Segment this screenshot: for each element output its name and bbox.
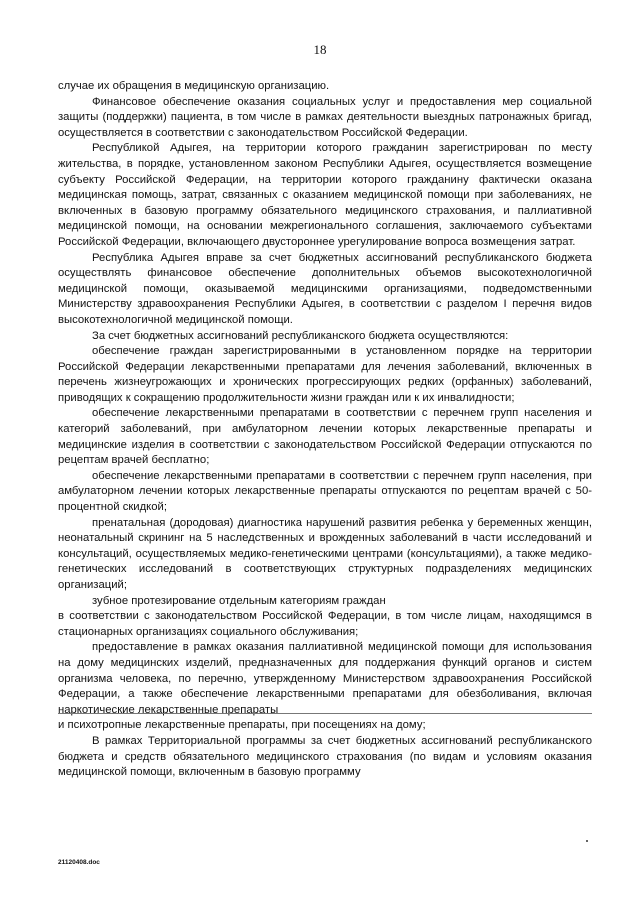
paragraph: случае их обращения в медицинскую организацию. xyxy=(58,80,330,92)
page-number: 18 xyxy=(313,42,327,57)
paragraph: пренатальная (дородовая) диагностика нарушений развития ребенка у беременных женщин, неонатальный скрининг на 5 наследственных и врожденных заболеваний в части исследований и консультаций, осуществляемых медико-генетическими центрами (консультациями), а также медико-генетических исследований в соответствующих структурных подразделениях медицинских организаций; xyxy=(58,516,592,591)
paragraph: обеспечение лекарственными препаратами в соответствии с перечнем групп населения и категорий заболеваний, при амбулаторном лечении которых лекарственные препараты и медицинские изделия в соответствии с законодательством Российской Федерации отпускаются по рецептам врачей бесплатно; xyxy=(58,407,592,467)
paragraph: Финансовое обеспечение оказания социальных услуг и предоставления мер социальной защиты (поддержки) пациента, в том числе в рамках деятельности выездных патронажных бригад, осуществляется в соответствии с законодательством Российской Федерации. xyxy=(58,95,592,139)
paragraph: зубное протезирование отдельным категориям граждан xyxy=(92,594,386,607)
paragraph: За счет бюджетных ассигнований республиканского бюджета осуществляются: xyxy=(92,329,509,342)
paragraph: Республикой Адыгея, на территории которого гражданин зарегистрирован по месту жительства, в порядке, установленном законом Республики Адыгея, осуществляется возмещение субъекту Российской Федерации, на территории которого гражданину фактически оказана медицинская помощь, затрат, связанных с оказанием медицинской помощи при заболеваниях, не включенных в базовую программу обязательного медицинского страхования, и паллиативной медицинской помощи, на основании межрегионального соглашения, заключаемого субъектами Российской Федерации, включающего двустороннее урегулирование вопроса возмещения затрат. xyxy=(58,142,592,248)
footer-file-code: 21120408.doc xyxy=(58,859,100,866)
document-body xyxy=(58,79,592,781)
paragraph: В рамках Территориальной программы за счет бюджетных ассигнований республиканского бюджета и средств обязательного медицинского страхования (по видам и условиям оказания медицинской помощи, включенным в базовую программу xyxy=(58,734,592,779)
paragraph: предоставление в рамках оказания паллиативной медицинской помощи для использования на дому медицинских изделий, предназначенных для поддержания функций органов и систем организма человека, по перечню, утвержденному Министерством здравоохранения Российской Федерации, а также обеспечение лекарственными препаратами для обезболивания, включая наркотические лекарственные препараты xyxy=(58,641,592,716)
paragraph: и психотропные лекарственные препараты, при посещениях на дому; xyxy=(58,719,426,732)
paragraph: обеспечение лекарственными препаратами в соответствии с перечнем групп населения, при амбулаторном лечении которых лекарственные препараты отпускаются по рецептам врачей с 50-процентной скидкой; xyxy=(58,469,592,514)
horizontal-rule xyxy=(58,713,592,714)
paragraph: обеспечение граждан зарегистрированными в установленном порядке на территории Российской Федерации лекарственными препаратами для лечения заболеваний, включенных в перечень жизнеугрожающих и хронических прогрессирующих редких (орфанных) заболеваний, приводящих к сокращению продолжительности жизни граждан или к их инвалидности; xyxy=(58,345,592,404)
stray-dot xyxy=(586,840,588,842)
paragraph: Республика Адыгея вправе за счет бюджетных ассигнований республиканского бюджета осуществлять финансовое обеспечение дополнительных объемов высокотехнологичной медицинской помощи, оказываемой медицинскими организациями, подведомственными Министерству здравоохранения Республики Адыгея, в соответствии с разделом I перечня видов высокотехнологичной медицинской помощи. xyxy=(58,251,592,326)
paragraph: в соответствии с законодательством Российской Федерации, в том числе лицам, находящимся в стационарных организациях социального обслуживания; xyxy=(58,610,592,638)
